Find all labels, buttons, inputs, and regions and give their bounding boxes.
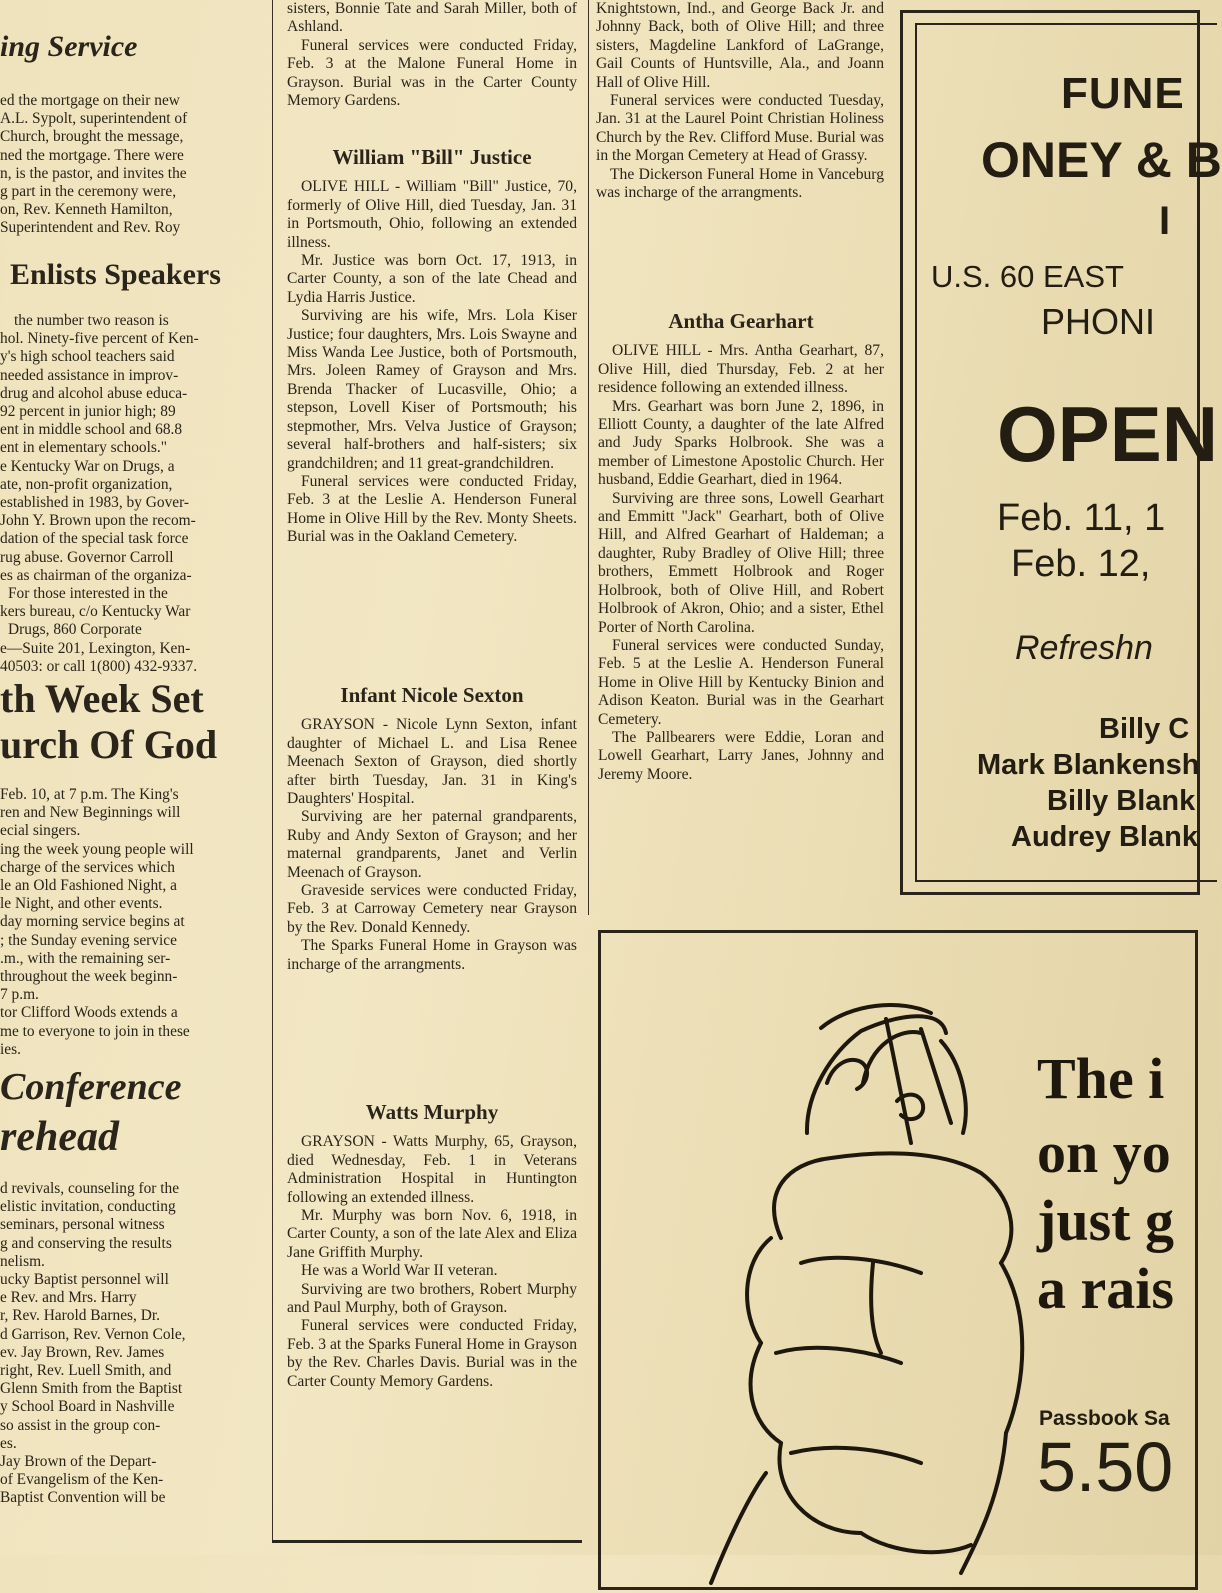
ad-headline-line: The i	[1037, 1046, 1165, 1111]
text-line: ies.	[0, 1040, 21, 1058]
obituary-paragraph: Mr. Murphy was born Nov. 6, 1918, in Carter County, a son of the late Alex and Eliza Jane Griffith Murphy.	[287, 1207, 577, 1261]
ad-line: Audrey Blank	[1011, 821, 1198, 853]
ad-line: Billy C	[1099, 713, 1190, 745]
text-line: le an Old Fashioned Night, a	[0, 877, 177, 895]
text-line: right, Rev. Luell Smith, and	[0, 1362, 172, 1380]
ad-line: PHONI	[1041, 301, 1156, 342]
obituary-paragraph: Funeral services were conducted Friday, Feb. 3 at the Leslie A. Henderson Funeral Home in Olive Hill by the Rev. Monty Sheets. Burial was in the Oakland Cemetery.	[287, 472, 577, 546]
left-column	[0, 0, 268, 1555]
text-line: y's high school teachers said	[0, 348, 175, 366]
column-divider	[272, 0, 273, 1540]
obituary-paragraph: The Sparks Funeral Home in Grayson was incharge of the arrangments.	[287, 937, 577, 973]
ad-line: U.S. 60 EAST	[931, 259, 1124, 294]
obituary-paragraph: Mrs. Gearhart was born June 2, 1896, in Elliott County, a daughter of the late Alfred and Judy Sparks Holbrook. She was a member of Limestone Apostolic Church. Her husband, Eddie Gearhart, died in 1964.	[598, 397, 884, 489]
text-line: drug and alcohol abuse educa-	[0, 384, 188, 402]
ad-line: FUNE	[1061, 69, 1185, 118]
obituary-paragraph: OLIVE HILL - William "Bill" Justice, 70, formerly of Olive Hill, died Tuesday, Jan. 31 in Portsmouth, Ohio, following an extended illness.	[287, 178, 577, 251]
text-line: Baptist Convention will be	[0, 1489, 166, 1507]
article-speakers-body	[0, 312, 268, 676]
text-line: ecial singers.	[0, 822, 81, 840]
text-line: charge of the services which	[0, 858, 175, 876]
text-line: hol. Ninety-five percent of Ken-	[0, 330, 199, 348]
obituary-sexton	[287, 683, 577, 974]
ad-headline-line: a rais	[1037, 1256, 1174, 1321]
obituary-paragraph: Surviving are three sons, Lowell Gearhart and Emmitt "Jack" Gearhart, both of Olive Hill, and Alfred Gearhart of Haldeman; a daughter, Ruby Bradley of Olive Hill; three brothers, Emmett Holbrook and Roger Holbrook, both of Olive Hill, and Robert Holbrook of Akron, Ohio; and a sister, Ethel Porter of North Carolina.	[598, 489, 884, 636]
text-line: g and conserving the results	[0, 1234, 172, 1252]
obituary-heading: William "Bill" Justice	[332, 145, 532, 169]
text-line: le Night, and other events.	[0, 895, 163, 913]
ad-line: Refreshn	[1015, 629, 1153, 667]
bank-ad	[598, 930, 1198, 1590]
obituary-paragraph: GRAYSON - Watts Murphy, 65, Grayson, died Wednesday, Feb. 1 in Veterans Administration Hospital in Huntington following an extended illness.	[287, 1133, 577, 1206]
heading-speakers: Enlists Speakers	[10, 258, 221, 291]
text-line: g part in the ceremony were,	[0, 183, 177, 201]
text-line: seminars, personal witness	[0, 1216, 165, 1234]
text-line: ent in middle school and 68.8	[0, 421, 183, 439]
ad-line: ONEY & B	[981, 132, 1222, 188]
text-line: nelism.	[0, 1252, 45, 1270]
text-line: Glenn Smith from the Baptist	[0, 1380, 183, 1398]
ad-passbook-label: Passbook Sa	[1039, 1407, 1170, 1430]
ad-rate: 5.50	[1037, 1428, 1174, 1506]
obituary-heading: Antha Gearhart	[668, 309, 814, 333]
obituary-paragraph: Graveside services were conducted Friday, Feb. 3 at Carroway Cemetery near Grayson by the Rev. Donald Kennedy.	[287, 882, 577, 936]
text-line: ing the week young people will	[0, 840, 194, 858]
obituary-column-middle	[283, 0, 579, 1555]
text-line: es.	[0, 1434, 17, 1452]
text-line: needed assistance in improv-	[0, 366, 179, 384]
obituary-heading: Watts Murphy	[365, 1100, 499, 1124]
text-line: y School Board in Nashville	[0, 1398, 175, 1416]
heading-week-set: th Week Set	[0, 676, 204, 721]
obituary-paragraph: GRAYSON - Nicole Lynn Sexton, infant daughter of Michael L. and Lisa Renee Meenach Sexton of Grayson, died shortly after birth Tuesday, Jan. 31 in King's Daughters' Hospital.	[287, 716, 577, 808]
obituary-continued-top	[596, 0, 884, 202]
obituary-paragraph: Funeral services were conducted Tuesday, Jan. 31 at the Laurel Point Christian Holiness Church by the Rev. Clifford Muse. Burial was in the Morgan Cemetery at Head of Grassy.	[596, 92, 884, 165]
text-line: day morning service begins at	[0, 913, 185, 931]
column-divider	[588, 0, 589, 915]
obituary-paragraph: Funeral services were conducted Friday, Feb. 3 at the Malone Funeral Home in Grayson. Burial was in the Carter County Memory Gardens.	[287, 36, 577, 110]
text-line: ev. Jay Brown, Rev. James	[0, 1343, 165, 1361]
text-line: ned the mortgage. There were	[0, 146, 184, 164]
heading-service: ing Service	[0, 30, 138, 63]
obituary-column-right	[594, 0, 884, 915]
text-line: .m., with the remaining ser-	[0, 949, 171, 967]
text-line: Superintendent and Rev. Roy	[0, 219, 181, 237]
ad-line: Feb. 11, 1	[997, 497, 1166, 539]
heading-conference: Conference	[0, 1066, 182, 1108]
obituary-justice	[287, 145, 577, 547]
text-line: Drugs, 860 Corporate	[8, 621, 142, 639]
obituary-murphy	[287, 1100, 577, 1391]
obituary-paragraph: Surviving are two brothers, Robert Murphy and Paul Murphy, both of Grayson.	[287, 1280, 577, 1317]
text-line: on, Rev. Kenneth Hamilton,	[0, 201, 173, 219]
text-line: es as chairman of the organiza-	[0, 566, 192, 584]
obituary-heading: Infant Nicole Sexton	[340, 683, 524, 707]
text-line: tor Clifford Woods extends a	[0, 1004, 178, 1022]
text-line: dation of the special task force	[0, 530, 189, 548]
text-line: ren and New Beginnings will	[0, 804, 181, 822]
text-line: d Garrison, Rev. Vernon Cole,	[0, 1325, 186, 1343]
obituary-paragraph: Surviving are his wife, Mrs. Lola Kiser Justice; four daughters, Mrs. Lois Swayne and Miss Wanda Lee Justice, both of Portsmouth, Mrs. Joleen Ramey of Grayson and Mrs. Brenda Thacker of Lucasville, Ohio; a stepson, Lovell Kiser of Portsmouth; his stepmother, Mrs. Velva Justice of Grayson; several half-brothers and half-sisters; six grandchildren; and 11 great-grandchildren.	[287, 307, 577, 472]
obituary-paragraph: Funeral services were conducted Friday, Feb. 3 at the Sparks Funeral Home in Grayson by the Rev. Charles Davis. Burial was in the Carter County Memory Gardens.	[287, 1317, 577, 1390]
text-line: kers bureau, c/o Kentucky War	[0, 603, 191, 621]
article-church-body	[0, 786, 268, 1059]
text-line: me to everyone to join in these	[0, 1022, 190, 1040]
text-line: ed the mortgage on their new	[0, 92, 180, 109]
obituary-paragraph: Knightstown, Ind., and George Back Jr. and Johnny Back, both of Olive Hill; and three sisters, Magdeline Lankford of LaGrange, Gail Counts of Huntsville, Ala., and Joann Hall of Olive Hill.	[596, 0, 884, 91]
text-line: d revivals, counseling for the	[0, 1180, 180, 1197]
bottom-rule	[272, 1540, 582, 1543]
obituary-paragraph: Funeral services were conducted Sunday, Feb. 5 at the Leslie A. Henderson Funeral Home in Olive Hill by Kentucky Binion and Adison Keaton. Burial was in the Gearhart Cemetery.	[598, 636, 884, 728]
text-line: 7 p.m.	[0, 986, 39, 1004]
text-line: ent in elementary schools."	[0, 439, 167, 457]
text-line: throughout the week beginn-	[0, 968, 178, 986]
text-line: ucky Baptist personnel will	[0, 1271, 169, 1289]
text-line: r, Rev. Harold Barnes, Dr.	[0, 1307, 160, 1325]
text-line: For those interested in the	[8, 585, 168, 603]
heading-church-of-god: urch Of God	[0, 722, 218, 767]
ad-headline-line: just g	[1037, 1188, 1174, 1253]
obituary-gearhart	[598, 309, 884, 784]
text-line: e Rev. and Mrs. Harry	[0, 1289, 137, 1307]
ad-line: OPEN	[997, 390, 1219, 478]
ad-line: Feb. 12,	[1011, 543, 1151, 585]
text-line: n, is the pastor, and invites the	[0, 164, 187, 182]
ad-line: Mark Blankensh	[977, 749, 1200, 781]
text-line: e Kentucky War on Drugs, a	[0, 457, 175, 475]
article-conference-body	[0, 1180, 268, 1508]
text-line: ; the Sunday evening service	[0, 931, 177, 949]
article-service-body	[0, 92, 268, 238]
funeral-home-ad	[900, 10, 1222, 895]
text-line: Feb. 10, at 7 p.m. The King's	[0, 786, 179, 803]
text-line: established in 1983, by Gover-	[0, 494, 190, 512]
text-line: the number two reason is	[14, 312, 169, 329]
obituary-paragraph: Mr. Justice was born Oct. 17, 1913, in Carter County, a son of the late Chead and Lydia Harris Justice.	[287, 252, 577, 306]
text-line: 92 percent in junior high; 89	[0, 403, 176, 421]
heading-morehead: rehead	[0, 1114, 119, 1160]
obituary-paragraph: sisters, Bonnie Tate and Sarah Miller, both of Ashland.	[287, 0, 577, 36]
obituary-paragraph: Surviving are her paternal grandparents, Ruby and Andy Sexton of Grayson; and her maternal grandparents, Janet and Verlin Meenach of Grayson.	[287, 808, 577, 881]
obituary-paragraph: OLIVE HILL - Mrs. Antha Gearhart, 87, Olive Hill, died Thursday, Feb. 2 at her residence following an extended illness.	[598, 342, 884, 397]
text-line: A.L. Sypolt, superintendent of	[0, 110, 188, 128]
text-line: ate, non-profit organization,	[0, 475, 173, 493]
text-line: of Evangelism of the Ken-	[0, 1471, 164, 1489]
text-line: elistic invitation, conducting	[0, 1198, 176, 1216]
text-line: John Y. Brown upon the recom-	[0, 512, 196, 530]
text-line: so assist in the group con-	[0, 1416, 161, 1434]
ad-line: Billy Blank	[1047, 785, 1196, 817]
ad-headline-line: on yo	[1037, 1120, 1171, 1185]
obituary-paragraph: The Pallbearers were Eddie, Loran and Lowell Gearhart, Larry Janes, Johnny and Jeremy Moore.	[598, 728, 884, 783]
text-line: rug abuse. Governor Carroll	[0, 548, 174, 566]
text-line: Church, brought the message,	[0, 128, 184, 146]
text-line: 40503: or call 1(800) 432-9337.	[0, 657, 198, 675]
text-line: Jay Brown of the Depart-	[0, 1453, 157, 1471]
obituary-paragraph: The Dickerson Funeral Home in Vanceburg was incharge of the arrangments.	[596, 165, 884, 202]
obituary-continued-top	[287, 0, 577, 110]
obituary-paragraph: He was a World War II veteran.	[301, 1262, 498, 1280]
text-line: e—Suite 201, Lexington, Ken-	[0, 639, 191, 657]
ad-line: I	[1159, 199, 1171, 243]
